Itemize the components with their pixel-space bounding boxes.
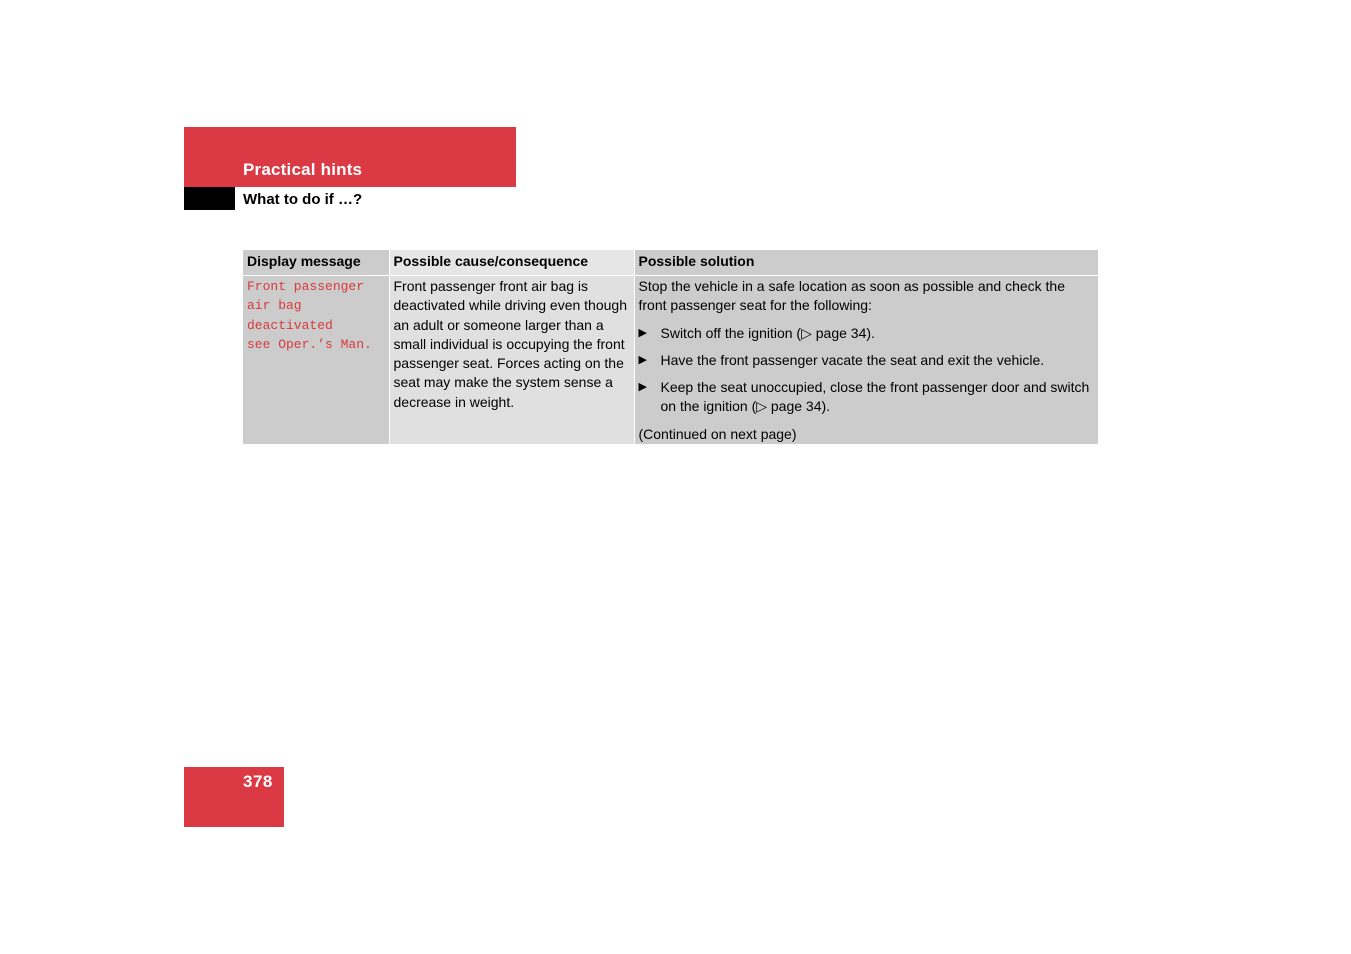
column-header-cause: Possible cause/consequence [389, 250, 634, 276]
troubleshooting-table [243, 250, 1098, 444]
section-title: Practical hints [243, 160, 363, 179]
solution-step-text: Keep the seat unoccupied, close the front passenger door and switch on the ignition (▷ page 34). [660, 379, 1090, 415]
solution-step [639, 351, 1095, 370]
table-header-row [243, 250, 1098, 276]
display-message-line: deactivated [247, 317, 333, 333]
display-message [247, 277, 385, 354]
column-header-solution: Possible solution [634, 250, 1098, 276]
page-subtitle: What to do if …? [243, 191, 363, 208]
section-marker [184, 187, 235, 210]
solution-step [639, 378, 1095, 417]
page-number: 378 [243, 772, 273, 791]
solution-steps [639, 324, 1095, 417]
triangle-right-icon: ▶ [638, 353, 647, 366]
continued-note: (Continued on next page) [638, 425, 797, 442]
cause-cell [389, 276, 634, 445]
display-message-line: Front passenger [247, 279, 365, 294]
triangle-right-icon: ▶ [638, 381, 647, 394]
display-message-line: see Oper.’s Man. [247, 336, 372, 352]
solution-step-text: Switch off the ignition (▷ page 34). [660, 324, 875, 341]
troubleshooting-table-wrap [243, 250, 1098, 444]
triangle-right-icon: ▶ [638, 326, 647, 339]
cause-text: Front passenger front air bag is deactivated while driving even though an adult or someone larger than a small individual is occupying the front passenger seat. Forces acting on the seat may make the system sense a decrease in weight. [393, 278, 627, 410]
solution-intro: Stop the vehicle in a safe location as soon as possible and check the front passenger seat for the following: [638, 278, 1065, 314]
table-row [243, 276, 1098, 445]
column-header-display-message: Display message [243, 250, 389, 276]
solution-step [639, 324, 1095, 343]
solution-cell [634, 276, 1098, 445]
display-message-cell [243, 276, 389, 445]
display-message-line: air bag [247, 298, 302, 314]
solution-step-text: Have the front passenger vacate the seat and exit the vehicle. [660, 351, 1045, 368]
